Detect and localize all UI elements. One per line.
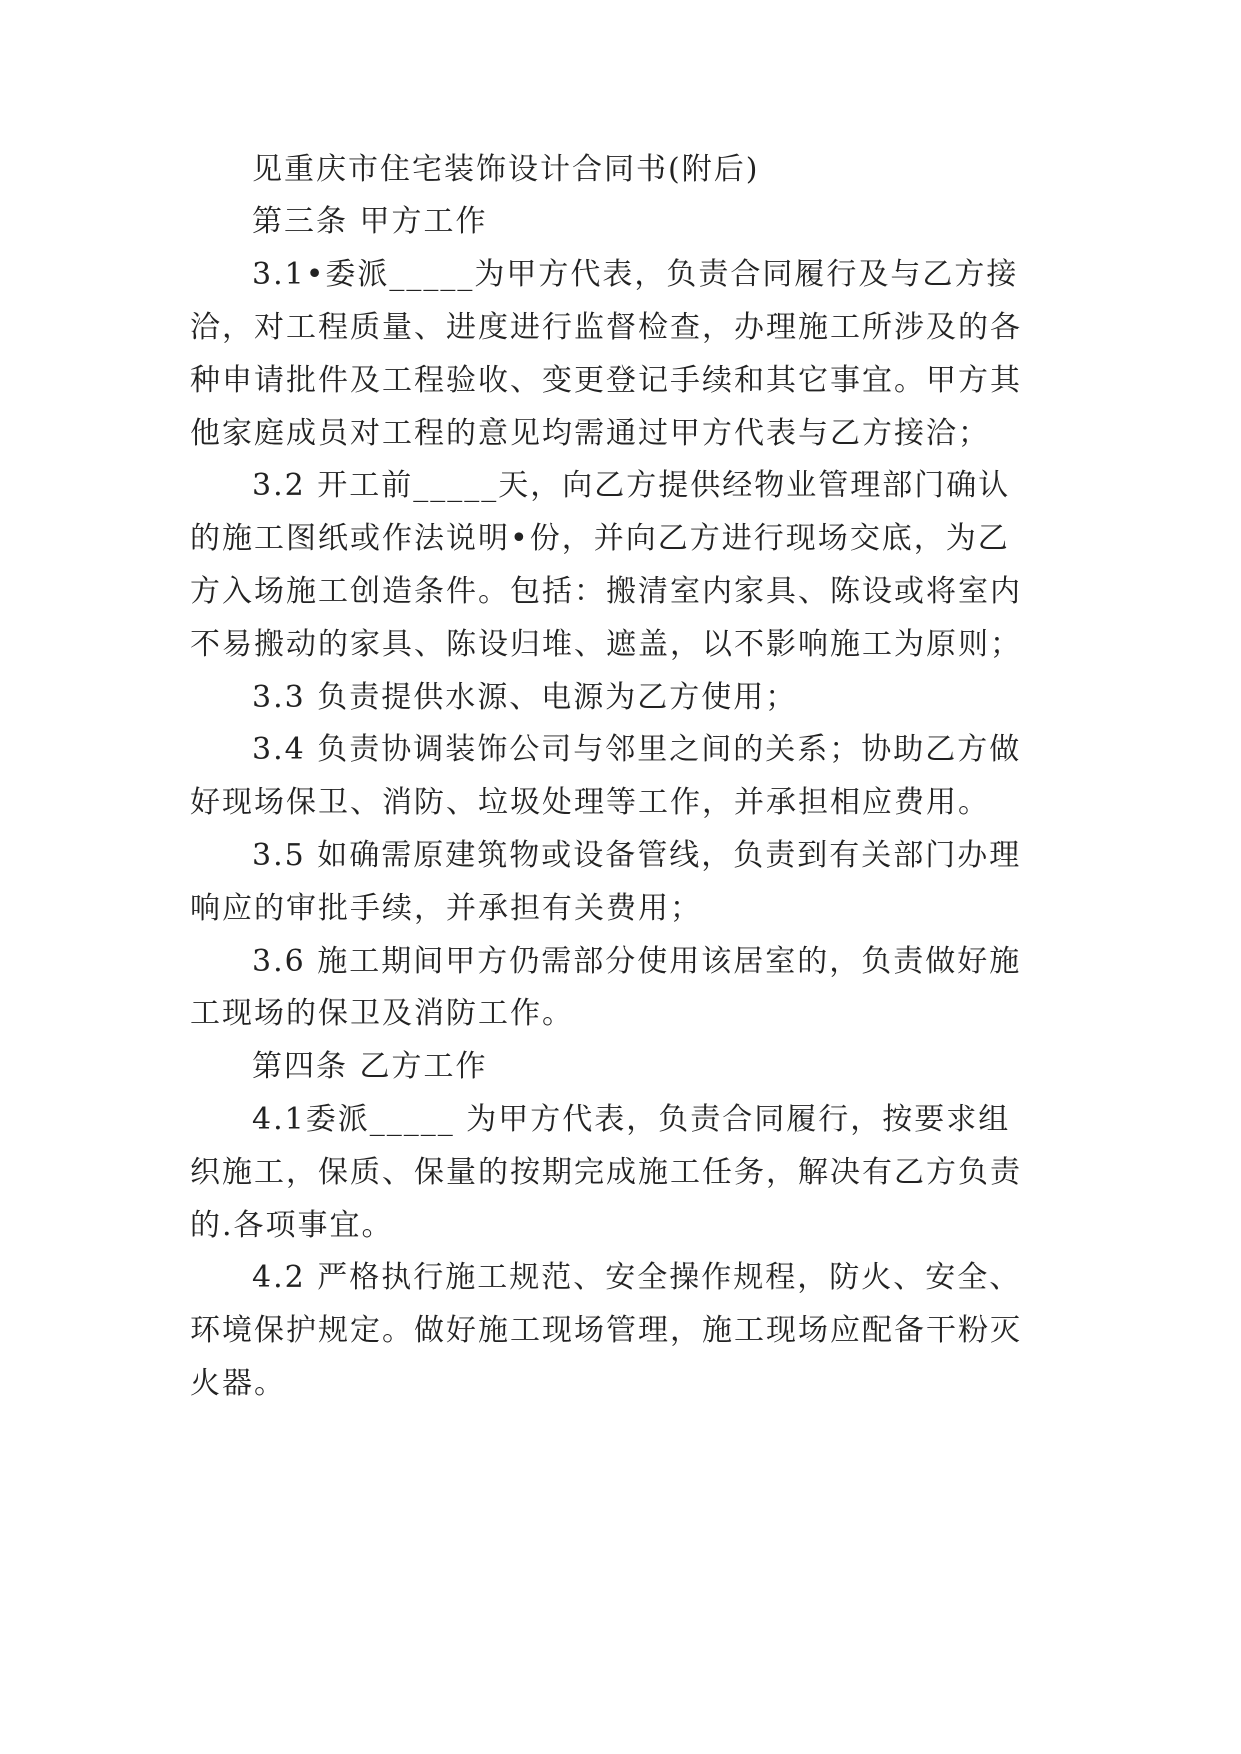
- section-heading: 第三条 甲方工作: [252, 204, 488, 239]
- clause-3-1: 3.1•委派_____为甲方代表，负责合同履行及与乙方接: [252, 257, 1019, 292]
- text-line: 的.各项事宜。: [190, 1208, 394, 1243]
- text-line: 火器。: [190, 1366, 286, 1401]
- text-line: 见重庆市住宅装饰设计合同书(附后): [252, 152, 760, 187]
- text-line: 响应的审批手续，并承担有关费用；: [190, 891, 702, 926]
- text-line: 不易搬动的家具、陈设归堆、遮盖，以不影响施工为原则；: [190, 627, 1022, 662]
- clause-3-6: 3.6 施工期间甲方仍需部分使用该居室的，负责做好施: [252, 944, 1022, 979]
- text-line: 他家庭成员对工程的意见均需通过甲方代表与乙方接洽；: [190, 416, 990, 451]
- text-line: 工现场的保卫及消防工作。: [190, 996, 574, 1031]
- text-line: 的施工图纸或作法说明•份，并向乙方进行现场交底，为乙: [190, 521, 1010, 556]
- clause-4-2: 4.2 严格执行施工规范、安全操作规程，防火、安全、: [252, 1260, 1022, 1295]
- clause-3-3: 3.3 负责提供水源、电源为乙方使用；: [252, 680, 798, 715]
- clause-3-2: 3.2 开工前_____天，向乙方提供经物业管理部门确认: [252, 468, 1011, 503]
- clause-3-5: 3.5 如确需原建筑物或设备管线，负责到有关部门办理: [252, 838, 1022, 873]
- clause-4-1: 4.1委派_____ 为甲方代表，负责合同履行，按要求组: [252, 1102, 1011, 1137]
- text-line: 方入场施工创造条件。包括：搬清室内家具、陈设或将室内: [190, 574, 1022, 609]
- text-line: 环境保护规定。做好施工现场管理，施工现场应配备干粉灭: [190, 1313, 1022, 1348]
- text-line: 好现场保卫、消防、垃圾处理等工作，并承担相应费用。: [190, 785, 990, 820]
- text-line: 种申请批件及工程验收、变更登记手续和其它事宜。甲方其: [190, 363, 1022, 398]
- clause-3-4: 3.4 负责协调装饰公司与邻里之间的关系；协助乙方做: [252, 732, 1022, 767]
- text-line: 织施工，保质、保量的按期完成施工任务，解决有乙方负责: [190, 1155, 1022, 1190]
- section-heading: 第四条 乙方工作: [252, 1049, 488, 1084]
- text-line: 洽，对工程质量、进度进行监督检查，办理施工所涉及的各: [190, 310, 1022, 345]
